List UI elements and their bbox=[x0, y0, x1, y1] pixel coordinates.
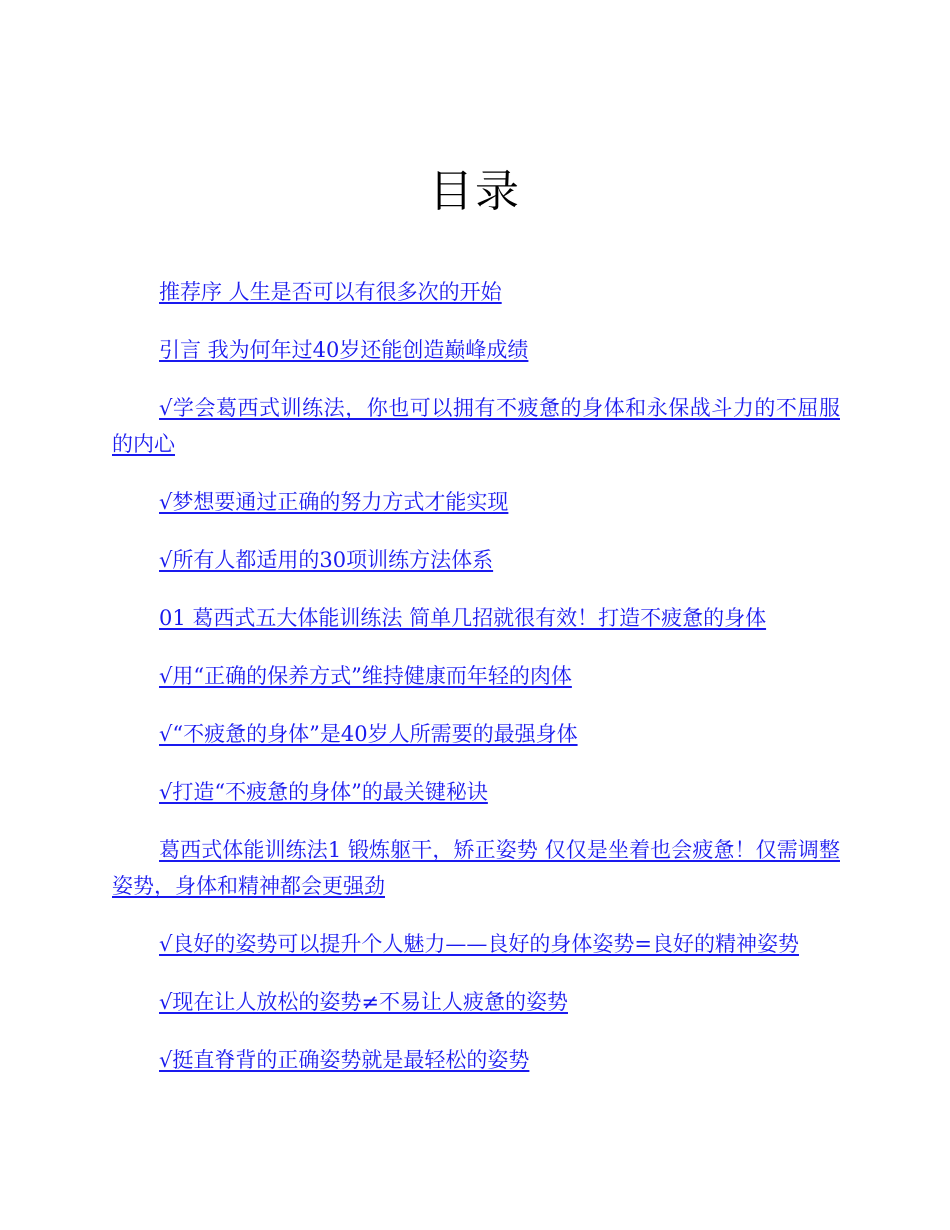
toc-link-strongest-body[interactable]: √“不疲惫的身体”是40岁人所需要的最强身体 bbox=[159, 722, 578, 746]
toc-link-straight-back[interactable]: √挺直脊背的正确姿势就是最轻松的姿势 bbox=[159, 1048, 530, 1072]
toc-link-maintenance[interactable]: √用“正确的保养方式”维持健康而年轻的肉体 bbox=[159, 664, 572, 688]
toc-link-chapter-01[interactable]: 01 葛西式五大体能训练法 简单几招就很有效！打造不疲惫的身体 bbox=[159, 606, 767, 630]
toc-entry bbox=[112, 984, 840, 1020]
toc-link-30-methods[interactable]: √所有人都适用的30项训练方法体系 bbox=[159, 548, 494, 572]
toc-link-method-1[interactable]: 葛西式体能训练法1 锻炼躯干，矫正姿势 仅仅是坐着也会疲惫！仅需调整姿势，身体和精神都会更强劲 bbox=[112, 838, 840, 898]
toc-entry bbox=[112, 542, 840, 578]
toc-entry bbox=[112, 274, 840, 310]
toc-link-preface[interactable]: 推荐序 人生是否可以有很多次的开始 bbox=[159, 280, 502, 304]
toc-entry bbox=[112, 1042, 840, 1078]
toc-entry bbox=[112, 390, 840, 462]
toc-link-good-posture[interactable]: √良好的姿势可以提升个人魅力——良好的身体姿势=良好的精神姿势 bbox=[159, 932, 799, 956]
toc-entry bbox=[112, 600, 840, 636]
toc-entry bbox=[112, 484, 840, 520]
toc-link-dream-effort[interactable]: √梦想要通过正确的努力方式才能实现 bbox=[159, 490, 509, 514]
toc-entry bbox=[112, 774, 840, 810]
page-title: 目录 bbox=[429, 166, 521, 217]
toc-link-learn-method[interactable]: √学会葛西式训练法，你也可以拥有不疲惫的身体和永保战斗力的不屈服的内心 bbox=[112, 396, 840, 456]
toc-entry bbox=[112, 332, 840, 368]
toc-entry bbox=[112, 716, 840, 752]
toc-entry bbox=[112, 832, 840, 904]
toc-link-key-secret[interactable]: √打造“不疲惫的身体”的最关键秘诀 bbox=[159, 780, 488, 804]
toc-entry bbox=[112, 658, 840, 694]
toc-entry bbox=[112, 926, 840, 962]
toc-list bbox=[112, 274, 840, 1100]
toc-link-relaxing-posture[interactable]: √现在让人放松的姿势≠不易让人疲惫的姿势 bbox=[159, 990, 568, 1014]
toc-link-introduction[interactable]: 引言 我为何年过40岁还能创造巅峰成绩 bbox=[159, 338, 529, 362]
